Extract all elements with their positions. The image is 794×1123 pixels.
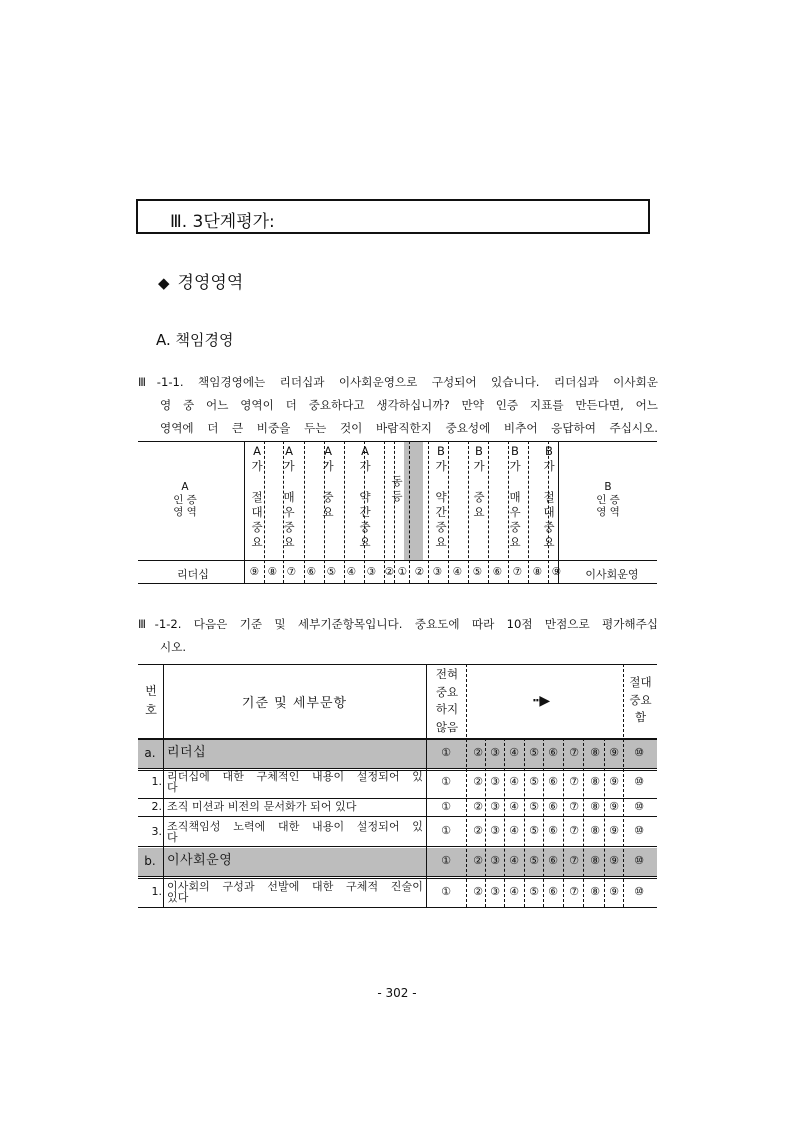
scale-option: ③ <box>366 566 377 578</box>
table-row <box>138 799 657 816</box>
table-bottom-line <box>138 583 657 584</box>
left-area-label-line: 인 증 <box>173 493 197 506</box>
scale-column-label <box>541 444 557 550</box>
scale-column-char: A <box>361 444 369 458</box>
rating-option: ③ <box>490 746 500 759</box>
scale-column-label <box>249 444 265 550</box>
row-text-line: 이사회의 구성과 선발에 대한 구체적 진술이 <box>167 880 423 893</box>
scale-column-char <box>320 520 336 535</box>
table-row <box>138 818 657 846</box>
scale-column-char: 중 <box>509 519 521 534</box>
rating-option: ⑤ <box>529 774 539 788</box>
header-low-line: 전혀 <box>435 667 459 681</box>
scale-option: ② <box>384 566 395 578</box>
row-number: 3. <box>151 824 162 838</box>
rating-option: ⑦ <box>569 884 579 898</box>
scale-column-char <box>471 535 487 550</box>
table-row <box>138 878 657 907</box>
scale-option: ⑧ <box>267 566 278 578</box>
header-low-line: 않음 <box>435 719 459 734</box>
header-number-line: 번 <box>145 684 157 698</box>
row-text <box>167 771 423 793</box>
section-title-box <box>136 199 650 234</box>
scale-column-char <box>541 474 557 489</box>
rating-option: ⑧ <box>590 774 600 788</box>
rating-option: ① <box>441 774 451 788</box>
scale-column-char: 등 <box>391 489 403 504</box>
scale-column-char: 요 <box>251 535 263 550</box>
row-text-line: 있다 <box>167 891 189 904</box>
rating-option: ① <box>441 824 451 837</box>
rating-table <box>138 664 657 909</box>
category-row <box>138 740 657 768</box>
scale-column-char: 가 <box>359 459 371 474</box>
rating-option: ⑨ <box>609 799 619 813</box>
question-2 <box>138 613 658 659</box>
rating-option: ③ <box>490 774 500 788</box>
scale-column-char: 간 <box>435 504 447 519</box>
row-text <box>167 746 423 760</box>
question-1-number: Ⅲ-1-1. <box>138 375 184 389</box>
scale-right-border <box>558 441 559 583</box>
scale-column-char: A <box>285 444 293 458</box>
table-horizontal-line <box>138 876 657 877</box>
scale-column-char: 요 <box>509 535 521 550</box>
rating-option: ⑧ <box>590 884 600 898</box>
scale-column-char: 가 <box>543 459 555 474</box>
scale-column-label <box>471 444 487 550</box>
scale-column-char <box>471 520 487 535</box>
scale-column-char: 중 <box>435 519 447 534</box>
rating-option: ⑧ <box>590 854 600 867</box>
row-left-label: 리더십 <box>177 568 209 581</box>
scale-column-char: 요 <box>359 535 371 550</box>
section-title: Ⅲ. 3단계평가: <box>170 212 275 232</box>
scale-option: ④ <box>452 566 463 578</box>
rating-option: ⑤ <box>529 799 539 813</box>
scale-column-char: 요 <box>543 535 555 550</box>
row-text-line: 리더십에 대한 구체적인 내용이 설정되어 있 <box>167 770 423 783</box>
scale-column-label <box>357 444 373 550</box>
rating-option: ⑦ <box>569 746 579 759</box>
rating-option: ⑥ <box>548 884 558 898</box>
header-high-line: 함 <box>634 710 647 724</box>
rating-option: ④ <box>509 746 519 759</box>
row-number: 2. <box>151 800 162 814</box>
table-top-line <box>138 441 657 442</box>
equal-column-highlight <box>404 441 423 560</box>
question-1-line3: 영역에 더 큰 비중을 두는 것이 바람직한지 중요성에 비추어 응답하여 주십시오. <box>160 421 658 435</box>
scale-option: ⑧ <box>532 566 543 578</box>
scale-option: ④ <box>346 566 357 578</box>
scale-column-char: 가 <box>473 459 485 474</box>
header-low-line: 하지 <box>435 702 459 716</box>
question-2-line1: 다음은 기준 및 세부기준항목입니다. 중요도에 따라 10점 만점으로 평가해주십 <box>193 617 658 631</box>
scale-column-char: 동 <box>391 474 403 488</box>
scale-column-char: A <box>253 444 261 458</box>
scale-column-label <box>320 444 336 550</box>
subheading: A. 책임경영 <box>156 331 234 349</box>
scale-column-char: 약 <box>359 489 371 504</box>
scale-column-char: 간 <box>359 504 371 519</box>
scale-column-char: 매 <box>509 489 521 504</box>
rating-option: ⑥ <box>548 854 558 867</box>
right-area-label-line: B <box>604 481 612 493</box>
scale-option: ⑨ <box>551 566 562 578</box>
scale-column-char <box>433 474 449 489</box>
scale-column-char: 중 <box>251 519 263 534</box>
scale-option: ③ <box>432 566 443 578</box>
scale-column-char: 대 <box>251 504 263 519</box>
rating-option: ② <box>473 746 483 759</box>
scale-column-char: 중 <box>283 519 295 534</box>
row-text-line: 조직 미션과 비전의 문서화가 되어 있다 <box>167 799 357 813</box>
scale-column-char: 가 <box>283 459 295 474</box>
scale-column-char: 대 <box>543 504 555 519</box>
header-high-line: 절대 <box>629 675 652 689</box>
scale-column-label <box>389 474 405 535</box>
row-text <box>167 821 423 843</box>
table-mid-line <box>138 560 657 561</box>
table-horizontal-line <box>138 664 657 665</box>
rating-option: ② <box>473 799 483 813</box>
scale-column-char: A <box>324 444 332 458</box>
scale-column-char: 가 <box>322 459 334 474</box>
right-area-label-line: 인 증 <box>596 493 620 506</box>
scale-column-char <box>389 520 405 535</box>
row-text-line: 다 <box>167 831 178 844</box>
scale-divider <box>488 441 489 583</box>
scale-column-char <box>357 474 373 489</box>
rating-option: ④ <box>509 854 519 867</box>
question-1 <box>138 371 658 440</box>
scale-column-char <box>249 474 265 489</box>
scale-column-char: 요 <box>435 535 447 550</box>
scale-column-char: 절 <box>543 489 555 504</box>
scale-column-char: 중 <box>473 489 485 504</box>
rating-option: ⑨ <box>609 774 619 788</box>
pairwise-comparison-table <box>138 441 657 584</box>
row-text-line: 리더십 <box>167 745 207 760</box>
row-number: 1. <box>151 885 162 899</box>
left-area-label-line: A <box>181 481 189 493</box>
scale-column-char: 우 <box>509 504 521 519</box>
rating-option: ④ <box>509 884 519 898</box>
scale-column-label <box>433 444 449 550</box>
rating-option: ⑩ <box>634 774 644 788</box>
row-text <box>167 881 423 903</box>
rating-option: ④ <box>509 799 519 813</box>
row-number: 1. <box>151 775 162 789</box>
rating-option: ⑦ <box>569 854 579 867</box>
scale-option: ① <box>397 566 408 578</box>
header-item: 기준 및 세부문항 <box>241 696 348 711</box>
row-right-label: 이사회운영 <box>585 568 639 581</box>
rating-option: ⑤ <box>529 824 539 837</box>
rating-option: ① <box>441 884 451 898</box>
scale-column-label <box>281 444 297 550</box>
rating-option: ⑦ <box>569 824 579 837</box>
scale-column-char <box>320 474 336 489</box>
scale-column-char: 요 <box>322 504 334 519</box>
row-text <box>167 854 423 868</box>
scale-option: ⑨ <box>249 566 260 578</box>
rating-option: ⑥ <box>548 824 558 837</box>
header-number-line: 호 <box>145 703 157 717</box>
scale-column-char <box>281 474 297 489</box>
rating-option: ⑩ <box>634 824 644 837</box>
scale-column-char: 매 <box>283 489 295 504</box>
scale-column-char <box>389 504 405 519</box>
rating-option: ⑦ <box>569 799 579 813</box>
page-number: - 302 - <box>377 986 417 1000</box>
rating-option: ③ <box>490 824 500 837</box>
question-2-number: Ⅲ-1-2. <box>138 617 182 631</box>
question-2-line2: 시오. <box>160 640 187 654</box>
scale-column-char: 절 <box>251 489 263 504</box>
rating-option: ② <box>473 884 483 898</box>
scale-column-char: B <box>511 444 519 458</box>
rating-option: ② <box>473 824 483 837</box>
rating-option: ⑨ <box>609 746 619 759</box>
rating-option: ④ <box>509 824 519 837</box>
row-text-line: 조직책임성 노력에 대한 내용이 설정되어 있 <box>167 820 423 833</box>
scale-column-label <box>507 444 523 550</box>
heading-text: 경영영역 <box>177 273 244 293</box>
rating-option: ③ <box>490 884 500 898</box>
rating-option: ② <box>473 774 483 788</box>
rating-option: ⑩ <box>634 854 644 867</box>
scale-column-char: 우 <box>283 504 295 519</box>
scale-option: ⑤ <box>472 566 483 578</box>
rating-option: ① <box>441 799 451 813</box>
right-area-label-line: 영 역 <box>596 506 620 518</box>
rating-option: ⑨ <box>609 854 619 867</box>
table-row <box>138 768 657 797</box>
row-text-line: 이사회운영 <box>167 853 233 868</box>
rating-option: ③ <box>490 854 500 867</box>
scale-option: ⑤ <box>326 566 337 578</box>
question-1-line1: 책임경영에는 리더십과 이사회운영으로 구성되어 있습니다. 리더십과 이사회운 <box>198 375 658 389</box>
scale-column-char: B <box>475 444 483 458</box>
row-number: b. <box>144 853 156 868</box>
rating-option: ⑩ <box>634 799 644 813</box>
header-low-line: 중요 <box>435 684 459 699</box>
rating-option: ⑦ <box>569 774 579 788</box>
header-high-line: 중요 <box>629 692 652 707</box>
row-number: a. <box>144 745 156 760</box>
rating-option: ① <box>441 746 451 759</box>
rating-option: ⑥ <box>548 799 558 813</box>
scale-column-char: B <box>545 444 553 458</box>
table-horizontal-line <box>138 907 657 908</box>
left-area-label-line: 영 역 <box>173 506 197 518</box>
rating-option: ⑧ <box>590 799 600 813</box>
scale-column-char: 중 <box>322 489 334 504</box>
scale-column-char <box>507 474 523 489</box>
header-arrow-icon: ┅▶ <box>533 693 549 709</box>
scale-column-char: 요 <box>473 504 485 519</box>
row-text <box>167 800 423 814</box>
scale-column-char: 요 <box>283 535 295 550</box>
table-horizontal-line <box>138 846 657 847</box>
scale-divider <box>428 441 429 583</box>
scale-option: ② <box>414 566 425 578</box>
rating-option: ④ <box>509 774 519 788</box>
rating-option: ② <box>473 854 483 867</box>
scale-column-char: 가 <box>435 459 447 474</box>
scale-option: ⑦ <box>286 566 297 578</box>
scale-column-char <box>320 535 336 550</box>
scale-column-char: 가 <box>251 459 263 474</box>
header-high <box>624 674 657 727</box>
rating-option: ⑨ <box>609 884 619 898</box>
rating-option: ⑩ <box>634 884 644 898</box>
scale-column-char: 약 <box>435 489 447 504</box>
scale-left-border <box>244 441 245 583</box>
scale-option: ⑥ <box>492 566 503 578</box>
scale-divider <box>304 441 305 583</box>
right-area-label <box>588 481 628 519</box>
scale-divider <box>468 441 469 583</box>
scale-column-char: B <box>437 444 445 458</box>
scale-option: ⑦ <box>512 566 523 578</box>
rating-option: ⑥ <box>548 774 558 788</box>
heading <box>158 268 243 293</box>
scale-divider <box>344 441 345 583</box>
row-text-line: 다 <box>167 781 178 794</box>
rating-option: ⑤ <box>529 854 539 867</box>
scale-option: ⑥ <box>306 566 317 578</box>
rating-option: ③ <box>490 799 500 813</box>
diamond-bullet-icon: ◆ <box>158 274 170 292</box>
scale-divider <box>384 441 385 583</box>
scale-column-char: 중 <box>359 519 371 534</box>
scale-divider <box>409 441 410 583</box>
category-row <box>138 848 657 876</box>
rating-option: ① <box>441 854 451 867</box>
scale-divider <box>528 441 529 583</box>
header-number <box>142 682 160 720</box>
rating-option: ⑤ <box>529 884 539 898</box>
scale-column-char <box>471 474 487 489</box>
rating-option: ⑩ <box>634 746 644 759</box>
rating-option: ⑤ <box>529 746 539 759</box>
question-1-line2: 영 중 어느 영역이 더 중요하다고 생각하십니까? 만약 인증 지표를 만든다면, 어느 <box>160 398 658 412</box>
table-horizontal-line <box>138 816 657 817</box>
rating-option: ⑧ <box>590 746 600 759</box>
rating-option: ⑥ <box>548 746 558 759</box>
scale-column-char: 가 <box>509 459 521 474</box>
scale-column-char: 중 <box>543 519 555 534</box>
left-area-label <box>165 481 205 519</box>
rating-option: ⑧ <box>590 824 600 837</box>
rating-option: ⑨ <box>609 824 619 837</box>
header-low <box>428 666 466 736</box>
